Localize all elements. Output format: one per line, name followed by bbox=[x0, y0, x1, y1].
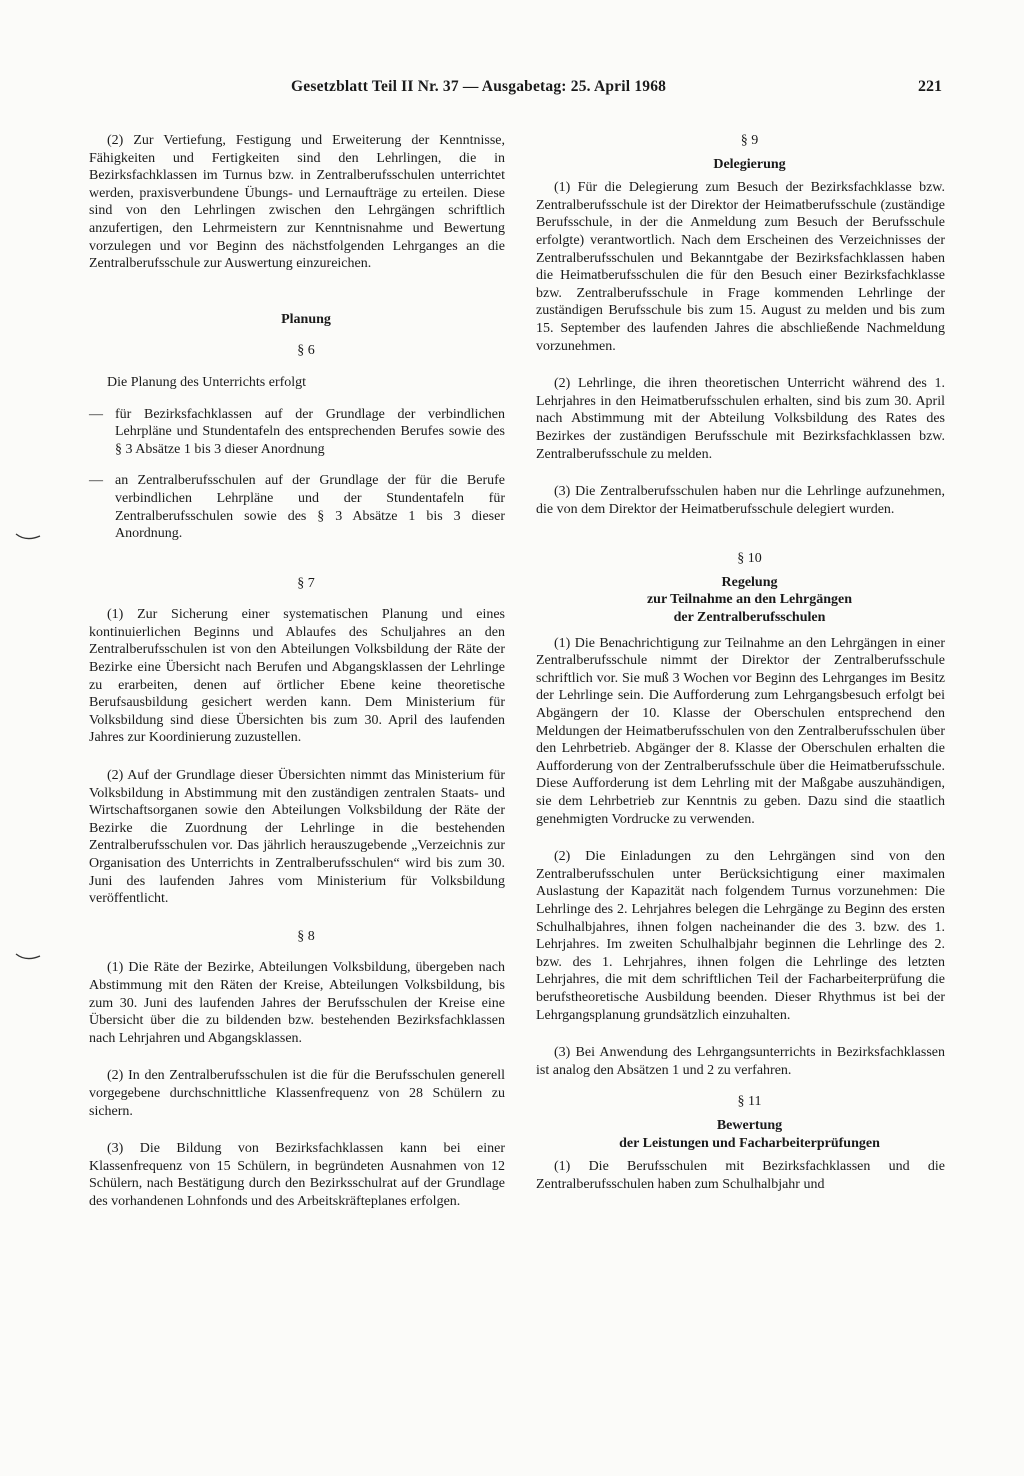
paragraph-7-2: (2) Auf der Grundlage dieser Übersichten nimmt das Ministerium für Volksbildung in Abstimmung mit den zuständigen zentralen Staats- und Wirtschaftsorganen sowie den Abteilungen Volksbildung der Räte der Bezirke die Zuordnung der Lehrlinge in die bestehenden Zentralberufsschulen vor. Das jährlich herauszugebende „Verzeichnis zur Organisation des Unterrichts in Zentralberufsschulen“ wird bis zum 30. Juni des laufenden Jahres vom Ministerium für Volksbildung veröffentlicht. bbox=[89, 768, 505, 907]
page-number: 221 bbox=[918, 78, 942, 95]
heading-10-line-2: zur Teilnahme an den Lehrgängen bbox=[646, 592, 853, 608]
paragraph-9-2: (2) Lehrlinge, die ihren theoretischen Unterricht während des 1. Lehrjahres in den Heimatberufsschulen erhalten, sind bis zum 30. April nach Abstimmung mit der Abteilung Volksbildung des Rates des Bezirkes der zuständigen Berufsschule mit Bezirksfachklassen bzw. Zentralberufsschule zu melden. bbox=[536, 376, 945, 462]
heading-10-line-1: Regelung bbox=[721, 574, 778, 590]
section-7-title: § 7 bbox=[297, 575, 315, 591]
list-item bbox=[89, 472, 505, 542]
heading-11-line-1: Bewertung bbox=[716, 1117, 783, 1133]
section-10-title: § 10 bbox=[737, 551, 762, 567]
heading-planung: Planung bbox=[281, 311, 331, 327]
right-column bbox=[536, 132, 945, 1193]
section-6-title: § 6 bbox=[297, 343, 315, 359]
heading-10-line-3: der Zentralberufsschulen bbox=[673, 610, 826, 626]
margin-tick-icon bbox=[14, 530, 42, 544]
section-9-title: § 9 bbox=[740, 133, 759, 148]
paragraph-8-3: (3) Die Bildung von Bezirksfachklassen kann bei einer Klassenfrequenz von 15 Schülern, in begründeten Ausnahmen von 12 Schülern, nach Bestätigung durch den Bezirksschulrat auf der Grundlage des vorhandenen Lohnfonds und des Arbeitskräfteplanes erfolgen. bbox=[89, 1141, 505, 1209]
paragraph-9-1: (1) Für die Delegierung zum Besuch der Bezirksfachklasse bzw. Zentralberufsschule ist der Direktor der Heimatberufsschule (zuständige Berufsschule, in der die Anmeldung zum Besuch der Berufsschule erfolgte) verantwortlich. Nach dem Erscheinen des Verzeichnisses der Zentralberufsschulen und Bekanntgabe der Bezirksfachklassen haben die Heimatberufsschulen die für den Besuch einer Bezirksfachklasse bzw. Zentralberufsschule in Frage kommenden Lehrlinge der zuständigen Berufsschule bis zum 15. August zu melden und bis zum 15. September des laufenden Jahres die abschließende Nachmeldung vorzunehmen. bbox=[536, 180, 945, 354]
list-item bbox=[89, 406, 505, 459]
paragraph-10-1: (1) Die Benachrichtigung zur Teilnahme an den Lehrgängen in einer Zentralberufsschule nimmt der Direktor der Zentralberufsschule schriftlich vor. Sie muß 3 Wochen vor Beginn des Lehrganges im Besitz der Lehrlinge sein. Die Aufforderung zum Lehrgangsbesuch erfolgt bei Abgängern der 10. Klasse der Oberschulen entsprechend den Meldungen der Heimatberufsschulen von den Zentralberufsschulen über den Lehrbetrieb. Abgänger der 8. Klasse der Oberschulen erhalten die Aufforderung von der Zentralberufsschule über die Heimatberufsschule. Diese Aufforderung ist dem Lehrling mit der Maßgabe auszuhändigen, sie dem Lehrbetrieb zur Kenntnis zu geben. Dazu sind die staatlich genehmigten Vordrucke zu verwenden. bbox=[536, 635, 945, 827]
dash-bullet: — bbox=[89, 473, 103, 489]
paragraph-8-1: (1) Die Räte der Bezirke, Abteilungen Volksbildung, übergeben nach Abstimmung mit den Räten der Kreise, Abteilungen Volksbildung, bis zum 30. Juni des laufenden Jahres der Berufsschulen der Kreise eine Übersicht über die zu bildenden bzw. bestehenden Bezirksfachklassen nach Lehrjahren und Abgangsklassen. bbox=[89, 960, 505, 1046]
left-column bbox=[89, 132, 505, 1211]
paragraph-10-3: (3) Bei Anwendung des Lehrgangsunterrichts in Bezirksfachklassen ist analog den Absätzen 1 und 2 zu verfahren. bbox=[536, 1045, 945, 1078]
heading-11-line-2: der Leistungen und Facharbeiterprüfungen bbox=[619, 1135, 880, 1151]
paragraph-6-intro: Die Planung des Unterrichts erfolgt bbox=[107, 374, 307, 390]
page-header bbox=[96, 78, 944, 102]
section-8-title: § 8 bbox=[297, 928, 315, 944]
paragraph-11-1: (1) Die Berufsschulen mit Bezirksfachklassen und die Zentralberufsschulen haben zum Schulhalbjahr und bbox=[536, 1159, 945, 1192]
list-item-text: für Bezirksfachklassen auf der Grundlage der verbindlichen Lehrpläne und Stundentafeln des entsprechenden Berufes sowie des § 3 Absätze 1 bis 3 dieser Anordnung bbox=[115, 406, 505, 457]
section-11-title: § 11 bbox=[737, 1094, 762, 1110]
paragraph-7-1: (1) Zur Sicherung einer systematischen Planung und eines kontinuierlichen Beginns und Ablaufes des Schuljahres an den Zentralberufsschulen ist von den Abteilungen Volksbildung der Räte der Bezirke eine Übersicht nach Berufen und Abgangsklassen der Lehrlinge zu erarbeiten, denen auf örtlicher Ebene keine theoretische Berufsausbildung gesichert werden kann. Dem Ministerium für Volksbildung sind diese Übersichten bis zum 30. April des laufenden Jahres zur Koordinierung zuzustellen. bbox=[89, 607, 505, 746]
paragraph-8-2: (2) In den Zentralberufsschulen ist die für die Berufsschulen generell vorgegebene durchschnittliche Klassenfrequenz von 28 Schülern zu sichern. bbox=[89, 1068, 505, 1119]
paragraph-9-3: (3) Die Zentralberufsschulen haben nur die Lehrlinge aufzunehmen, die von dem Direktor der Heimatberufsschule delegiert wurden. bbox=[536, 484, 945, 517]
heading-delegierung: Delegierung bbox=[713, 156, 786, 172]
paragraph-10-2: (2) Die Einladungen zu den Lehrgängen sind von den Zentralberufsschulen unter Berücksichtigung einer maximalen Auslastung der Kapazität nach folgendem Turnus vorzunehmen: Die Lehrlinge des 2. Lehrjahres belegen die Lehrgänge zu Beginn des ersten Schulhalbjahres, ihnen folgen nacheinander die des 3. bzw. des 1. Lehrjahres. Im zweiten Schulhalbjahr beginnen die Lehrlinge des 2. bzw. des 1. Lehrjahres, ihnen folgen die Lehrlinge des letzten Lehrjahres, die mit dem schriftlichen Teil der Facharbeiterprüfung die berufstheoretische Ausbildung beenden. Dieser Rhythmus ist bei der Lehrgangsplanung grundsätzlich einzuhalten. bbox=[536, 849, 945, 1023]
header-title: Gesetzblatt Teil II Nr. 37 — Ausgabetag: 25. April 1968 bbox=[291, 78, 667, 95]
dash-bullet: — bbox=[89, 406, 103, 422]
margin-tick-icon bbox=[14, 950, 42, 964]
paragraph-5-2: (2) Zur Vertiefung, Festigung und Erweiterung der Kenntnisse, Fähigkeiten und Fertigkeiten sind den Lehrlingen, die in Bezirksfachklassen im Turnus bzw. in Zentralberufsschulen unterrichtet werden, praxisverbundene Übungs- und Lernaufträge zu erteilen. Diese sind von den Lehrlingen zwischen den Lehrgängen schriftlich anzufertigen, den Lehrmeistern zur Kenntnisnahme und Bewertung vorzulegen und vor Beginn des nächstfolgenden Lehrganges an die Zentralberufsschule zur Auswertung einzureichen. bbox=[89, 133, 505, 272]
list-item-text: an Zentralberufsschulen auf der Grundlage der für die Berufe verbindlichen Lehrpläne und der Stundentafeln für Zentralberufsschulen sowie des § 3 Absätze 1 bis 3 dieser Anordnung. bbox=[115, 473, 505, 542]
